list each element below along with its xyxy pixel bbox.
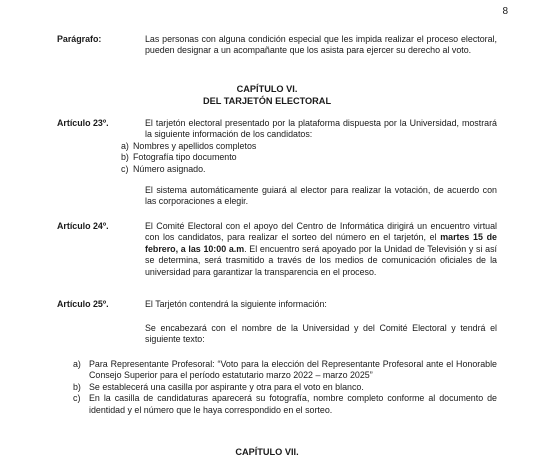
list-item-text: Nombres y apellidos completos bbox=[133, 141, 257, 151]
article-25-intro: El Tarjetón contendrá la siguiente información: bbox=[145, 299, 327, 309]
paragrafo-label: Parágrafo: bbox=[57, 34, 102, 44]
list-item bbox=[73, 359, 497, 382]
article-25-list bbox=[73, 359, 497, 416]
list-item bbox=[73, 382, 497, 393]
list-item-text: En la casilla de candidaturas aparecerá su fotografía, nombre completo conforme al documento de identidad y el número que le haya correspondido en el sorteo. bbox=[89, 393, 497, 415]
chapter-6-subtitle: DEL TARJETÓN ELECTORAL bbox=[202, 96, 332, 106]
list-marker: a) bbox=[73, 359, 81, 369]
article-23-label: Artículo 23º. bbox=[57, 118, 109, 128]
list-item-text: Para Representante Profesoral: “Voto para la elección del Representante Profesoral ante el Honorable Consejo Superior para el período estatutario marzo 2022 – marzo 2025” bbox=[89, 359, 497, 381]
article-24-text-after: . El encuentro será apoyado por la Unidad de Televisión y si así se determina, será trasmitido a través de los medios de comunicación oficiales de la universidad para garantizar la transparencia en el proceso. bbox=[145, 243, 497, 277]
article-23-intro: El tarjetón electoral presentado por la plataforma dispuesta por la Universidad, mostrará la siguiente información de los candidatos: bbox=[145, 118, 497, 140]
list-marker: c) bbox=[73, 393, 81, 404]
list-item-text: Fotografía tipo documento bbox=[133, 152, 237, 163]
list-item bbox=[121, 164, 421, 175]
list-marker: b) bbox=[73, 381, 81, 392]
list-marker: b) bbox=[121, 152, 129, 163]
list-item-text: Número asignado. bbox=[133, 163, 206, 174]
paragrafo-text: Las personas con alguna condición especial que les impida realizar el proceso electoral, pueden designar a un acompañante que los asista para ejercer su derecho al voto. bbox=[145, 34, 497, 56]
list-item bbox=[121, 141, 421, 152]
list-item bbox=[73, 393, 497, 416]
article-24-text bbox=[145, 221, 497, 278]
article-24-date: martes 15 de febrero bbox=[145, 232, 497, 254]
list-item bbox=[121, 152, 421, 163]
list-marker: a) bbox=[121, 141, 129, 151]
article-24-text-before: El Comité Electoral con el apoyo del Centro de Informática dirigirá un encuentro virtual con los candidatos, para realizar el sorteo del número en el tarjetón, el bbox=[145, 221, 497, 243]
article-24-text-middle: , a las bbox=[175, 243, 204, 254]
chapter-6-title: CAPÍTULO VI. bbox=[236, 84, 298, 94]
article-23-closing: El sistema automáticamente guiará al elector para realizar la votación, de acuerdo con las corporaciones a elegir. bbox=[145, 185, 497, 207]
article-25-second: Se encabezará con el nombre de la Universidad y del Comité Electoral y tendrá el siguiente texto: bbox=[145, 323, 497, 345]
article-24-time: 10:00 a.m bbox=[203, 243, 245, 254]
chapter-7-title: CAPÍTULO VII. bbox=[235, 447, 299, 457]
list-marker: c) bbox=[121, 163, 129, 174]
article-23-list bbox=[121, 141, 421, 175]
list-item-text: Se establecerá una casilla por aspirante y otra para el voto en blanco. bbox=[89, 381, 364, 392]
page-number: 8 bbox=[502, 6, 508, 17]
article-24-label: Artículo 24º. bbox=[57, 221, 109, 231]
article-25-label: Artículo 25º. bbox=[57, 299, 109, 309]
